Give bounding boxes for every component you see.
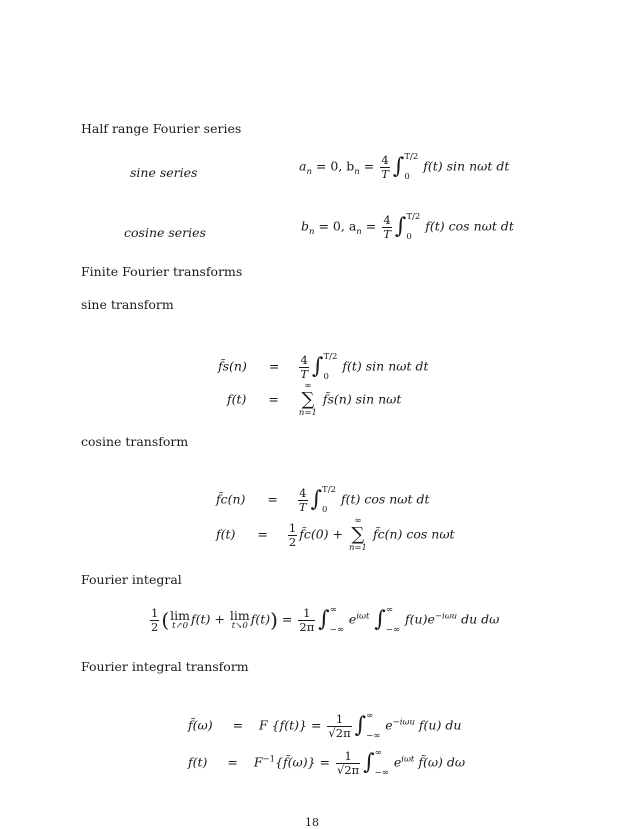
- equation-fourier-integral: $\frac{1}{2}$ ( lim t↗0 f(t) + lim t↘0 f(t)) = $\frac{1}{2\pi}$ ∫ ∞ −∞ $e^{i\omega t}$ ∫ ∞ −∞ $f(u)e^{-i\omega u}$ du dω: [151, 605, 500, 635]
- label-cosine-series: cosine series: [124, 225, 206, 240]
- equation-sine-series: $a_n = 0$, $b_n$ = $\frac{4}{T}$ ∫ T/2 0 f(t) sin nωt dt: [299, 152, 510, 182]
- page-number: 18: [305, 816, 319, 829]
- equation-fourier-transform: f̃(ω) = F {f(t)} = $\frac{1}{√2\pi}$ ∫ ∞ −∞ $e^{-i\omega u}$ f(u) du: [188, 711, 462, 741]
- equation-sine-transform-2: f(t) = ∞ ∑ n=1 f̃s(n) sin nωt: [227, 381, 402, 418]
- equation-cosine-series: $b_n = 0$, $a_n$ = $\frac{4}{T}$ ∫ T/2 0 f(t) cos nωt dt: [301, 212, 514, 242]
- equation-cosine-transform-2: f(t) = $\frac{1}{2}$ f̃c(0) + ∞ ∑ n=1 f̃c(n) cos nωt: [216, 516, 455, 553]
- label-sine-series: sine series: [130, 165, 198, 180]
- equation-inverse-fourier-transform: $f(t) = F^{-1}\{f̃(\omega)\}$ = $\frac{1}{√2\pi}$ ∫ ∞ −∞ $e^{i\omega t}$ f̃(ω) dω: [188, 748, 466, 778]
- equation-sine-transform-1: f̃s(n) = $\frac{4}{T}$ ∫ T/2 0 f(t) sin nωt dt: [218, 352, 429, 382]
- heading-half-range: Half range Fourier series: [81, 121, 242, 136]
- heading-fourier-integral: Fourier integral: [81, 572, 182, 587]
- heading-finite-transforms: Finite Fourier transforms: [81, 264, 243, 279]
- heading-sine-transform: sine transform: [81, 297, 174, 312]
- heading-fourier-integral-transform: Fourier integral transform: [81, 659, 249, 674]
- equation-cosine-transform-1: f̃c(n) = $\frac{4}{T}$ ∫ T/2 0 f(t) cos nωt dt: [216, 485, 430, 515]
- heading-cosine-transform: cosine transform: [81, 434, 189, 449]
